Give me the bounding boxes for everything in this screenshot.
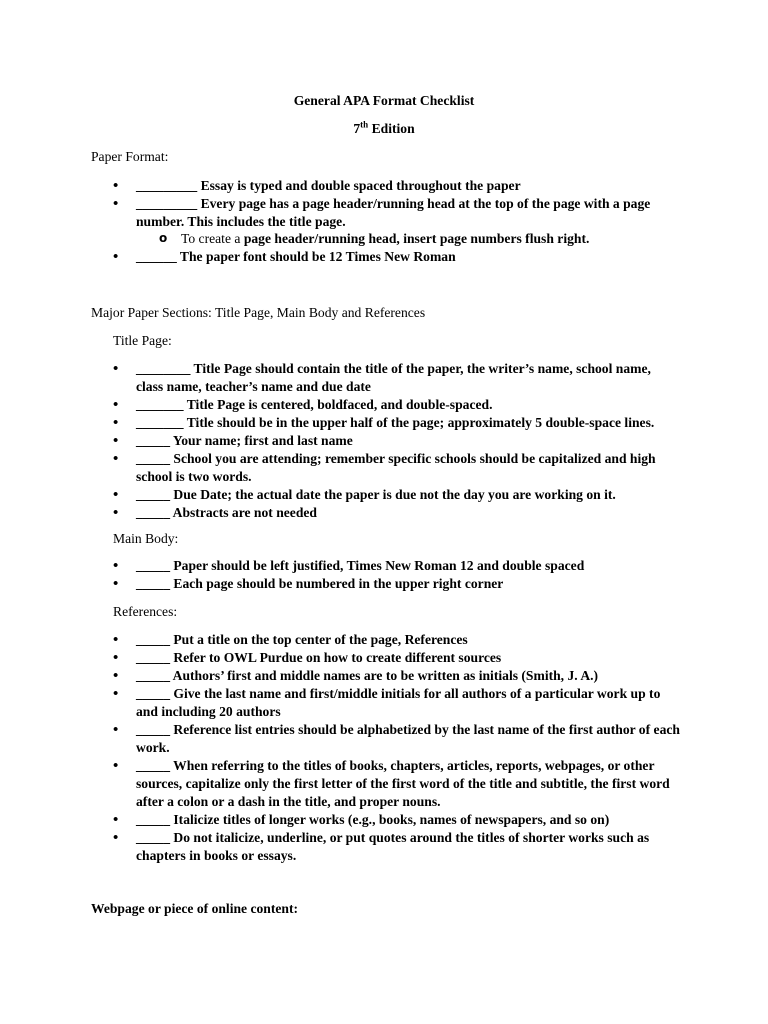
paper-format-list-continued: [91, 248, 681, 266]
paper-format-heading: Paper Format:: [91, 149, 169, 164]
list-item: • _____ Paper should be left justified, Times New Roman 12 and double spaced: [91, 557, 681, 575]
list-item: • _____ Reference list entries should be alphabetized by the last name of the first author of each work.: [91, 721, 681, 757]
webpage-heading: Webpage or piece of online content:: [91, 901, 299, 916]
sub-item-bold: page header/running head, insert page numbers flush right.: [243, 231, 590, 246]
edition-number: 7: [353, 121, 361, 136]
title-page-heading: Title Page:: [113, 333, 172, 348]
list-item: • _____ Your name; first and last name: [91, 432, 681, 450]
paper-format-list: [91, 177, 681, 231]
list-item: • _____ When referring to the titles of books, chapters, articles, reports, webpages, or other sources, capitalize only the first letter of the first word of the title and subtitle, the first word after a colon or a dash in the title, and proper nouns.: [91, 757, 681, 811]
major-sections-heading: Major Paper Sections: Title Page, Main Body and References: [91, 305, 426, 320]
references-list: [91, 631, 681, 865]
edition-suffix: th: [360, 119, 369, 130]
paper-format-sub-item: [91, 230, 768, 248]
references-heading: References:: [113, 604, 178, 619]
list-item: • _____ School you are attending; remember specific schools should be capitalized and high school is two words.: [91, 450, 681, 486]
list-item: • ______ The paper font should be 12 Times New Roman: [91, 248, 681, 266]
list-item: • _____ Italicize titles of longer works (e.g., books, names of newspapers, and so on): [91, 811, 681, 829]
list-item: • _________ Every page has a page header/running head at the top of the page with a page number. This includes the title page.: [91, 195, 681, 231]
list-item: • _____ Abstracts are not needed: [91, 504, 681, 522]
list-item: • _____ Do not italicize, underline, or put quotes around the titles of shorter works such as chapters in books or essays.: [91, 829, 681, 865]
list-item: • _______ Title should be in the upper half of the page; approximately 5 double-space lines.: [91, 414, 681, 432]
list-item: • _____ Put a title on the top center of the page, References: [91, 631, 681, 649]
list-item: • _____ Due Date; the actual date the paper is due not the day you are working on it.: [91, 486, 681, 504]
edition-line: [0, 120, 768, 138]
main-body-heading: Main Body:: [113, 531, 179, 546]
sub-item-plain: To create a: [181, 231, 244, 246]
list-item: • _____ Each page should be numbered in the upper right corner: [91, 575, 681, 593]
list-item: • ________ Title Page should contain the title of the paper, the writer’s name, school name, class name, teacher’s name and due date: [91, 360, 681, 396]
list-item: • _______ Title Page is centered, boldfaced, and double-spaced.: [91, 396, 681, 414]
list-item: • _____ Authors’ first and middle names are to be written as initials (Smith, J. A.): [91, 667, 681, 685]
document-title: General APA Format Checklist: [293, 93, 475, 108]
main-body-list: [91, 557, 681, 593]
list-item: • _________ Essay is typed and double spaced throughout the paper: [91, 177, 681, 195]
title-page-list: [91, 360, 681, 522]
list-item: • _____ Refer to OWL Purdue on how to create different sources: [91, 649, 681, 667]
list-item: • _____ Give the last name and first/middle initials for all authors of a particular work up to and including 20 authors: [91, 685, 681, 721]
edition-word: Edition: [371, 121, 415, 136]
